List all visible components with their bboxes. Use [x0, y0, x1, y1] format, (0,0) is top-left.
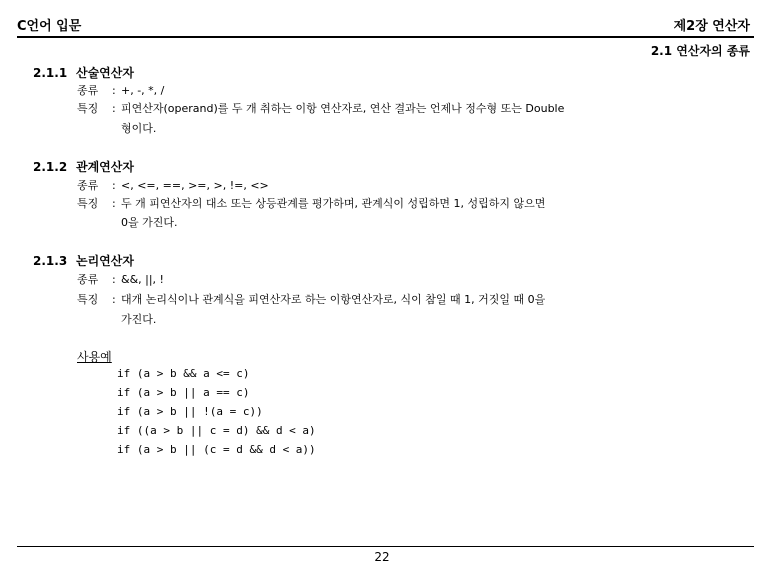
page-number: 22 — [374, 550, 390, 564]
separator: : — [112, 179, 116, 192]
code-line: if (a > b || !(a = c)) — [117, 405, 263, 418]
feature-row — [77, 291, 545, 307]
section-title: 관계연산자 — [76, 160, 134, 174]
section-number: 2.1.3 — [33, 254, 68, 268]
kind-value: &&, ||, ! — [121, 273, 164, 286]
separator: : — [112, 197, 116, 210]
separator: : — [112, 84, 116, 97]
header-left-title: C언어 입문 — [17, 19, 82, 34]
header-divider — [17, 36, 754, 38]
section-heading-arithmetic — [33, 64, 134, 81]
section-title: 논리연산자 — [76, 254, 134, 268]
footer-divider — [17, 546, 754, 547]
kind-row — [77, 271, 164, 287]
kind-label: 종류 — [77, 273, 99, 286]
code-line: if ((a > b || c = d) && d < a) — [117, 424, 316, 437]
header-chapter-title: 제2장 연산자 — [673, 19, 750, 34]
section-heading-relational — [33, 158, 134, 175]
kind-value: +, -, *, / — [121, 84, 165, 97]
section-title: 산술연산자 — [76, 66, 134, 80]
feature-text: 대개 논리식이나 관계식을 피연산자로 하는 이항연산자로, 식이 참일 때 1, 거짓일 때 0을 — [121, 293, 546, 306]
code-line: if (a > b || (c = d && d < a)) — [117, 443, 316, 456]
feature-continuation: 가진다. — [121, 313, 157, 326]
code-line: if (a > b || a == c) — [117, 386, 250, 399]
section-heading-logical — [33, 252, 134, 269]
feature-continuation: 0을 가진다. — [121, 216, 178, 229]
feature-text: 피연산자(operand)를 두 개 취하는 이항 연산자로, 연산 결과는 언제나 정수형 또는 Double — [121, 102, 565, 115]
section-subtitle: 2.1 연산자의 종류 — [650, 44, 750, 58]
section-number: 2.1.2 — [33, 160, 68, 174]
feature-label: 특징 — [77, 197, 99, 210]
feature-label: 특징 — [77, 293, 99, 306]
kind-row — [77, 177, 269, 193]
kind-label: 종류 — [77, 179, 99, 192]
separator: : — [112, 293, 116, 306]
feature-row — [77, 195, 545, 211]
feature-continuation: 형이다. — [121, 122, 157, 135]
kind-row — [77, 82, 164, 98]
feature-label: 특징 — [77, 102, 99, 115]
code-line: if (a > b && a <= c) — [117, 367, 250, 380]
example-heading: 사용예 — [77, 350, 112, 364]
kind-label: 종류 — [77, 84, 99, 97]
section-number: 2.1.1 — [33, 66, 68, 80]
feature-row — [77, 100, 564, 116]
kind-value: <, <=, ==, >=, >, !=, <> — [121, 179, 269, 192]
separator: : — [112, 273, 116, 286]
separator: : — [112, 102, 116, 115]
feature-text: 두 개 피연산자의 대소 또는 상등관계를 평가하며, 관계식이 성립하면 1, 성립하지 않으면 — [121, 197, 546, 210]
